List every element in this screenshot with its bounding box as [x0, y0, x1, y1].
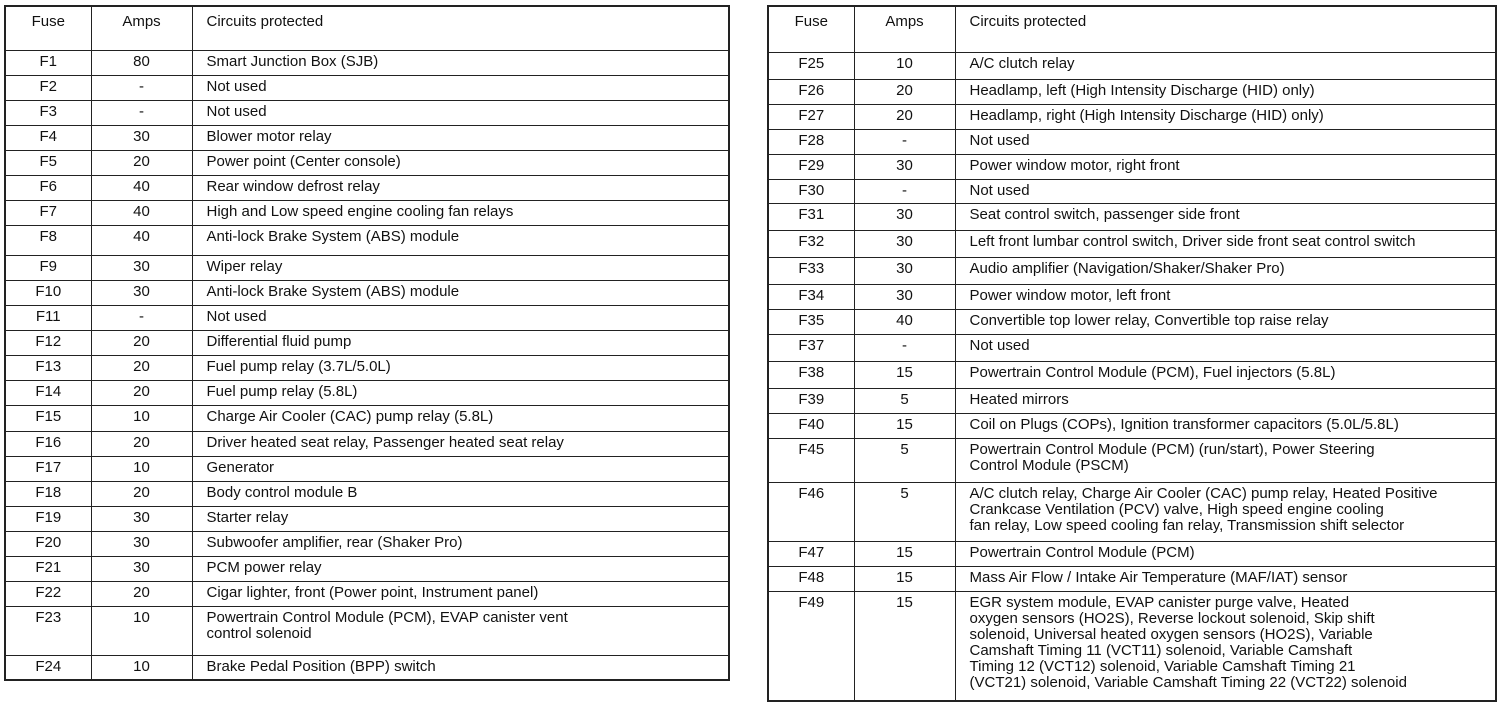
circuit-cell: Powertrain Control Module (PCM) (run/start), Power Steering Control Module (PSCM) — [955, 438, 1496, 482]
amps-cell: 10 — [91, 606, 192, 655]
fuse-cell: F22 — [5, 581, 91, 606]
amps-cell: 20 — [854, 79, 955, 104]
fuse-cell: F1 — [5, 50, 91, 75]
amps-cell: 30 — [854, 230, 955, 257]
fuse-cell: F10 — [5, 280, 91, 305]
fuse-cell: F21 — [5, 556, 91, 581]
fuse-cell: F39 — [768, 388, 854, 413]
header-amps: Amps — [854, 6, 955, 52]
fuse-cell: F31 — [768, 203, 854, 230]
table-row — [5, 481, 729, 506]
fuse-cell: F24 — [5, 655, 91, 680]
table-row — [768, 361, 1496, 388]
fuse-cell: F29 — [768, 154, 854, 179]
circuit-cell: Fuel pump relay (3.7L/5.0L) — [192, 355, 729, 380]
amps-cell: 15 — [854, 566, 955, 591]
circuit-cell: Rear window defrost relay — [192, 175, 729, 200]
table-row — [768, 482, 1496, 541]
circuit-cell: Power point (Center console) — [192, 150, 729, 175]
circuit-cell: Power window motor, left front — [955, 284, 1496, 309]
circuit-cell: Starter relay — [192, 506, 729, 531]
fuse-cell: F46 — [768, 482, 854, 541]
fuse-cell: F30 — [768, 179, 854, 203]
table-row — [5, 431, 729, 456]
fuse-cell: F15 — [5, 405, 91, 431]
fuse-cell: F37 — [768, 334, 854, 361]
table-row — [768, 154, 1496, 179]
fuse-cell: F18 — [5, 481, 91, 506]
circuit-cell: Subwoofer amplifier, rear (Shaker Pro) — [192, 531, 729, 556]
amps-cell: - — [91, 75, 192, 100]
circuit-cell: Not used — [192, 75, 729, 100]
table-row — [5, 506, 729, 531]
circuit-cell: High and Low speed engine cooling fan relays — [192, 200, 729, 225]
table-row — [5, 280, 729, 305]
amps-cell: 5 — [854, 438, 955, 482]
amps-cell: 30 — [854, 284, 955, 309]
amps-cell: 30 — [854, 257, 955, 284]
circuit-cell: Differential fluid pump — [192, 330, 729, 355]
header-circuits: Circuits protected — [192, 6, 729, 50]
table-row — [768, 104, 1496, 129]
circuit-cell: Charge Air Cooler (CAC) pump relay (5.8L) — [192, 405, 729, 431]
table-row — [5, 200, 729, 225]
table-row — [5, 330, 729, 355]
fuse-cell: F38 — [768, 361, 854, 388]
circuit-cell: Powertrain Control Module (PCM), EVAP canister vent control solenoid — [192, 606, 729, 655]
fuse-cell: F14 — [5, 380, 91, 405]
circuit-cell: Blower motor relay — [192, 125, 729, 150]
amps-cell: 20 — [91, 355, 192, 380]
fuse-cell: F32 — [768, 230, 854, 257]
circuit-cell: Mass Air Flow / Intake Air Temperature (MAF/IAT) sensor — [955, 566, 1496, 591]
circuit-cell: Convertible top lower relay, Convertible top raise relay — [955, 309, 1496, 334]
fuse-cell: F12 — [5, 330, 91, 355]
amps-cell: - — [91, 305, 192, 330]
fuse-cell: F23 — [5, 606, 91, 655]
table-row — [5, 531, 729, 556]
circuit-cell: Powertrain Control Module (PCM), Fuel injectors (5.8L) — [955, 361, 1496, 388]
fuse-cell: F27 — [768, 104, 854, 129]
fuse-cell: F19 — [5, 506, 91, 531]
circuit-cell: Audio amplifier (Navigation/Shaker/Shaker Pro) — [955, 257, 1496, 284]
circuit-cell: Cigar lighter, front (Power point, Instrument panel) — [192, 581, 729, 606]
table-row — [768, 52, 1496, 79]
fuse-table-left — [4, 5, 730, 681]
fuse-cell: F8 — [5, 225, 91, 255]
fuse-cell: F2 — [5, 75, 91, 100]
amps-cell: 15 — [854, 541, 955, 566]
header-circuits: Circuits protected — [955, 6, 1496, 52]
table-row — [768, 388, 1496, 413]
circuit-cell: Smart Junction Box (SJB) — [192, 50, 729, 75]
amps-cell: 30 — [91, 255, 192, 280]
table-row — [768, 79, 1496, 104]
fuse-cell: F6 — [5, 175, 91, 200]
table-row — [5, 255, 729, 280]
amps-cell: 30 — [91, 556, 192, 581]
circuit-cell: PCM power relay — [192, 556, 729, 581]
amps-cell: - — [854, 129, 955, 154]
amps-cell: 40 — [91, 175, 192, 200]
fuse-cell: F45 — [768, 438, 854, 482]
header-row — [5, 6, 729, 50]
amps-cell: 30 — [91, 125, 192, 150]
table-row — [768, 566, 1496, 591]
fuse-cell: F7 — [5, 200, 91, 225]
amps-cell: 30 — [91, 531, 192, 556]
table-row — [5, 556, 729, 581]
amps-cell: 10 — [91, 655, 192, 680]
table-row — [768, 230, 1496, 257]
table-row — [768, 257, 1496, 284]
amps-cell: 20 — [91, 481, 192, 506]
table-row — [768, 309, 1496, 334]
circuit-cell: Wiper relay — [192, 255, 729, 280]
table-row — [768, 541, 1496, 566]
header-amps: Amps — [91, 6, 192, 50]
table-row — [5, 655, 729, 680]
table-row — [5, 305, 729, 330]
circuit-cell: Not used — [955, 129, 1496, 154]
table-row — [5, 380, 729, 405]
amps-cell: 10 — [91, 405, 192, 431]
amps-cell: 20 — [91, 431, 192, 456]
fuse-cell: F3 — [5, 100, 91, 125]
circuit-cell: Body control module B — [192, 481, 729, 506]
fuse-table-right — [767, 5, 1497, 702]
table-row — [5, 225, 729, 255]
circuit-cell: Anti-lock Brake System (ABS) module — [192, 280, 729, 305]
amps-cell: 15 — [854, 591, 955, 701]
fuse-cell: F26 — [768, 79, 854, 104]
circuit-cell: Fuel pump relay (5.8L) — [192, 380, 729, 405]
fuse-cell: F4 — [5, 125, 91, 150]
table-row — [5, 456, 729, 481]
table-row — [5, 581, 729, 606]
header-fuse: Fuse — [768, 6, 854, 52]
amps-cell: 80 — [91, 50, 192, 75]
fuse-cell: F13 — [5, 355, 91, 380]
circuit-cell: Anti-lock Brake System (ABS) module — [192, 225, 729, 255]
circuit-cell: EGR system module, EVAP canister purge valve, Heated oxygen sensors (HO2S), Reverse lockout solenoid, Skip shift solenoid, Universal heated oxygen sensors (HO2S), Variable Camshaft Timing 11 (VCT11) solenoid, Variable Camshaft Timing 12 (VCT12) solenoid, Variable Camshaft Timing 21 (VCT21) solenoid, Variable Camshaft Timing 22 (VCT22) solenoid — [955, 591, 1496, 701]
table-row — [768, 129, 1496, 154]
amps-cell: - — [854, 179, 955, 203]
table-row — [768, 203, 1496, 230]
table-row — [5, 405, 729, 431]
fuse-cell: F34 — [768, 284, 854, 309]
amps-cell: 30 — [854, 154, 955, 179]
table-row — [5, 175, 729, 200]
circuit-cell: Powertrain Control Module (PCM) — [955, 541, 1496, 566]
fuse-rows-left — [5, 50, 729, 680]
fuse-cell: F16 — [5, 431, 91, 456]
circuit-cell: A/C clutch relay — [955, 52, 1496, 79]
fuse-cell: F48 — [768, 566, 854, 591]
amps-cell: 5 — [854, 388, 955, 413]
amps-cell: 40 — [854, 309, 955, 334]
circuit-cell: Headlamp, left (High Intensity Discharge (HID) only) — [955, 79, 1496, 104]
fuse-cell: F35 — [768, 309, 854, 334]
header-fuse: Fuse — [5, 6, 91, 50]
amps-cell: 20 — [91, 581, 192, 606]
fuse-cell: F17 — [5, 456, 91, 481]
fuse-cell: F47 — [768, 541, 854, 566]
circuit-cell: Brake Pedal Position (BPP) switch — [192, 655, 729, 680]
table-row — [5, 355, 729, 380]
circuit-cell: Not used — [955, 179, 1496, 203]
circuit-cell: Seat control switch, passenger side front — [955, 203, 1496, 230]
amps-cell: 10 — [91, 456, 192, 481]
amps-cell: 15 — [854, 413, 955, 438]
amps-cell: 15 — [854, 361, 955, 388]
amps-cell: - — [854, 334, 955, 361]
circuit-cell: Left front lumbar control switch, Driver side front seat control switch — [955, 230, 1496, 257]
amps-cell: 40 — [91, 200, 192, 225]
fuse-cell: F5 — [5, 150, 91, 175]
circuit-cell: Not used — [192, 305, 729, 330]
amps-cell: 30 — [854, 203, 955, 230]
fuse-cell: F9 — [5, 255, 91, 280]
table-row — [768, 591, 1496, 701]
fuse-cell: F40 — [768, 413, 854, 438]
fuse-cell: F33 — [768, 257, 854, 284]
table-row — [768, 413, 1496, 438]
circuit-cell: A/C clutch relay, Charge Air Cooler (CAC) pump relay, Heated Positive Crankcase Ventilation (PCV) valve, High speed engine cooling fan relay, Low speed cooling fan relay, Transmission shift selector — [955, 482, 1496, 541]
table-row — [5, 75, 729, 100]
amps-cell: 20 — [91, 150, 192, 175]
fuse-cell: F49 — [768, 591, 854, 701]
fuse-rows-right — [768, 52, 1496, 701]
table-row — [5, 606, 729, 655]
circuit-cell: Generator — [192, 456, 729, 481]
amps-cell: 30 — [91, 280, 192, 305]
table-row — [5, 50, 729, 75]
table-row — [768, 284, 1496, 309]
circuit-cell: Headlamp, right (High Intensity Discharge (HID) only) — [955, 104, 1496, 129]
fuse-cell: F20 — [5, 531, 91, 556]
amps-cell: 40 — [91, 225, 192, 255]
amps-cell: - — [91, 100, 192, 125]
amps-cell: 20 — [854, 104, 955, 129]
circuit-cell: Coil on Plugs (COPs), Ignition transformer capacitors (5.0L/5.8L) — [955, 413, 1496, 438]
circuit-cell: Power window motor, right front — [955, 154, 1496, 179]
circuit-cell: Not used — [192, 100, 729, 125]
amps-cell: 5 — [854, 482, 955, 541]
circuit-cell: Driver heated seat relay, Passenger heated seat relay — [192, 431, 729, 456]
table-row — [5, 150, 729, 175]
table-row — [768, 179, 1496, 203]
table-row — [768, 438, 1496, 482]
header-row — [768, 6, 1496, 52]
fuse-cell: F25 — [768, 52, 854, 79]
table-row — [768, 334, 1496, 361]
amps-cell: 20 — [91, 330, 192, 355]
table-row — [5, 125, 729, 150]
table-row — [5, 100, 729, 125]
fuse-cell: F28 — [768, 129, 854, 154]
amps-cell: 10 — [854, 52, 955, 79]
amps-cell: 30 — [91, 506, 192, 531]
circuit-cell: Heated mirrors — [955, 388, 1496, 413]
circuit-cell: Not used — [955, 334, 1496, 361]
fuse-cell: F11 — [5, 305, 91, 330]
amps-cell: 20 — [91, 380, 192, 405]
